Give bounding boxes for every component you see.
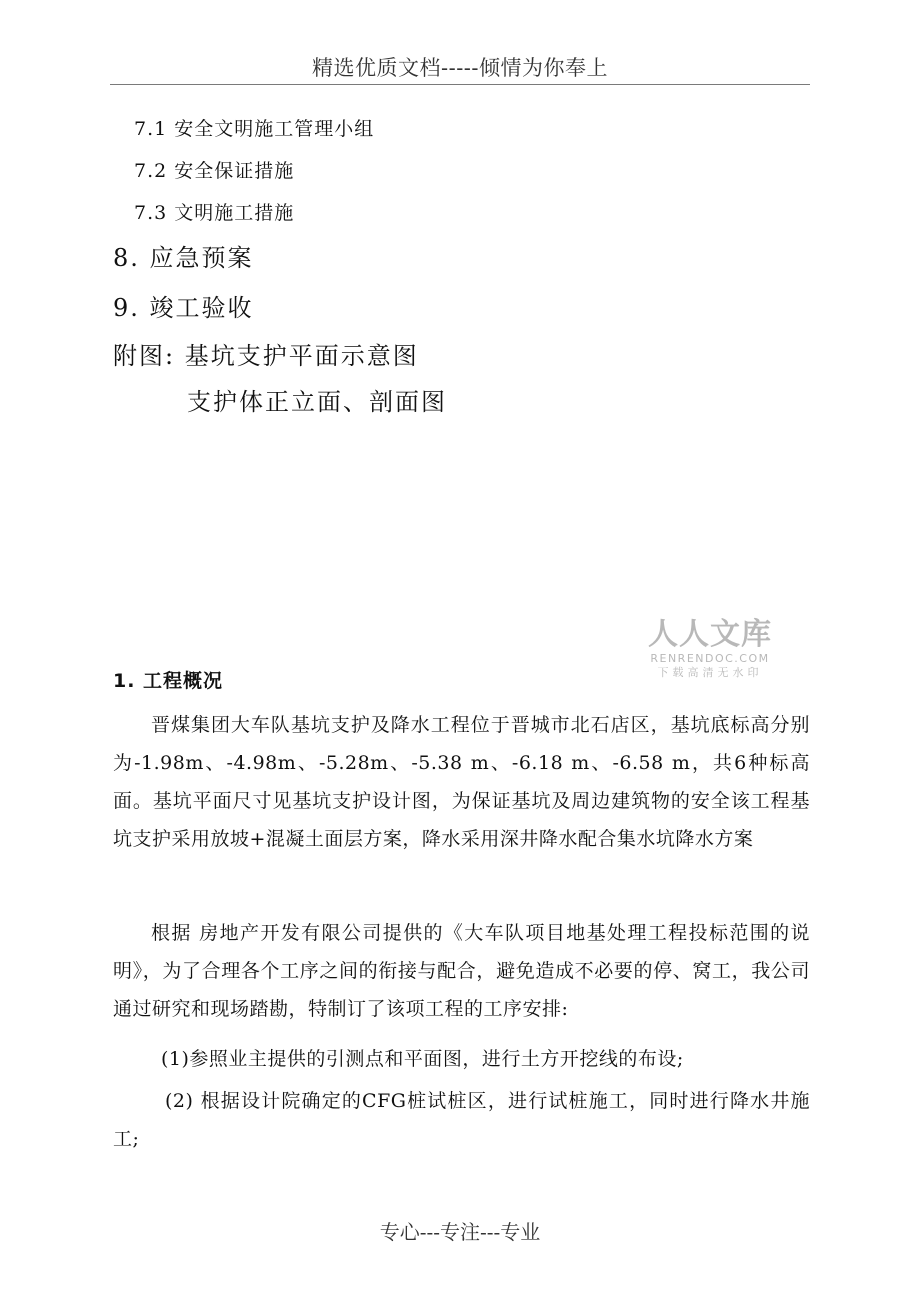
paragraph-basis: 根据 房地产开发有限公司提供的《大车队项目地基处理工程投标范围的说明》，为了合理各个工序之间的衔接与配合，避免造成不必要的停、窝工，我公司通过研究和现场踏勘，特制订了该项工程的工序安排: [113,922,810,1020]
toc-item-appendix: 附图: 基坑支护平面示意图 [113,342,419,370]
page-header: 精选优质文档-----倾情为你奉上 [312,56,608,80]
toc-item-9: 9. 竣工验收 [113,294,254,322]
section-heading: 1. 工程概况 [113,670,224,692]
toc-item-8: 8. 应急预案 [113,244,254,272]
watermark-subtitle: 下载高清无水印 [657,666,763,679]
watermark-logo [645,618,775,680]
watermark-url: RENRENDOC.COM [650,652,770,665]
paragraph-overview: 晋煤集团大车队基坑支护及降水工程位于晋城市北石店区，基坑底标高分别为-1.98m、-4.98m、-5.28m、-5.38 m、-6.18 m、-6.58 m，共6种标高面。基坑平面尺寸见基坑支护设计图，为保证基坑及周边建筑物的安全该工程基坑支护采用放坡+混凝土面层方案，降水采用深井降水配合集水坑降水方案 [113,714,810,850]
toc-item-7-3: 7.3 文明施工措施 [134,202,295,224]
page-footer: 专心---专注---专业 [379,1220,541,1244]
toc-item-7-1: 7.1 安全文明施工管理小组 [134,118,375,140]
toc-item-7-2: 7.2 安全保证措施 [134,160,295,182]
watermark-title: 人人文库 [648,617,772,652]
list-item-1: (1)参照业主提供的引测点和平面图，进行土方开挖线的布设; [161,1048,684,1070]
list-item-2: (2) 根据设计院确定的CFG桩试桩区，进行试桩施工，同时进行降水井施工; [113,1090,810,1150]
header-divider [110,84,810,85]
toc-item-appendix-2: 支护体正立面、剖面图 [187,388,447,416]
